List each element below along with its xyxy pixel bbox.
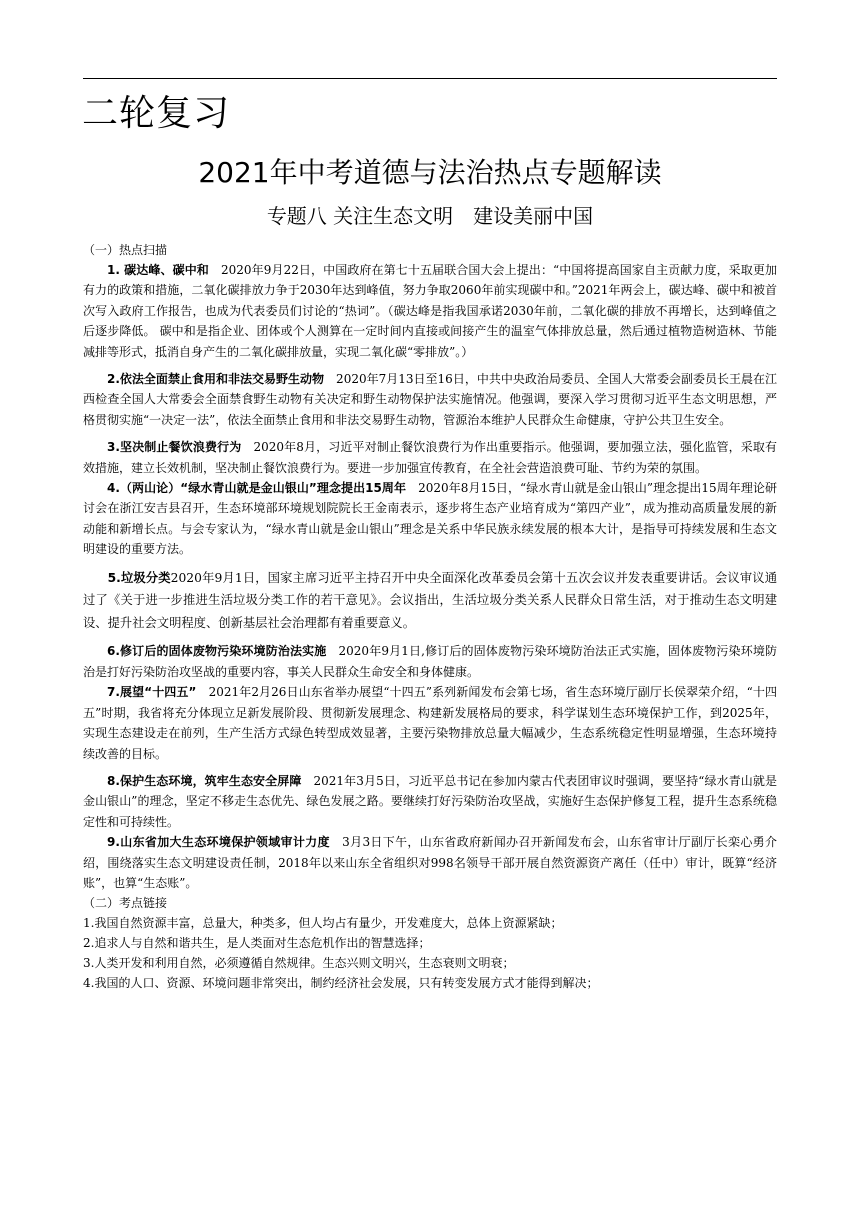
- hotspot-item: [83, 771, 777, 832]
- exam-point: 2.追求人与自然和谐共生，是人类面对生态危机作出的智慧选择；: [83, 936, 431, 951]
- document-body: [83, 240, 777, 993]
- hotspot-item-title: 7.展望“十四五”: [107, 685, 197, 700]
- hotspot-item-body: 3月3日下午，山东省政府新闻办召开新闻发布会，山东省审计厅副厅长栾心勇介绍，围绕落实生态文明建设责任制，2018年以来山东全省组织对998名领导干部开展自然资源资产离任（任中）审计，既算“经济账”，也算“生态账”。: [83, 835, 777, 890]
- header-rule: [83, 78, 777, 79]
- hotspot-item: [83, 682, 777, 764]
- exam-point: 1.我国自然资源丰富，总量大，种类多，但人均占有量少，开发难度大，总体上资源紧缺；: [83, 916, 563, 931]
- hotspot-item-body: 2020年9月1日,修订后的固体废物污染环境防治法正式实施，固体废物污染环境防治是打好污染防治攻坚战的重要内容，事关人民群众生命安全和身体健康。: [83, 644, 777, 679]
- hotspot-item-title: 4.（两山论）“绿水青山就是金山银山”理念提出15周年: [107, 481, 407, 496]
- exam-point: 3.人类开发和利用自然，必须遵循自然规律。生态兴则文明兴，生态衰则文明衰；: [83, 956, 515, 971]
- section-heading-exam-points: （二）考点链接: [83, 896, 168, 911]
- hotspot-item: [83, 641, 777, 682]
- exam-point: 4.我国的人口、资源、环境问题非常突出，制约经济社会发展，只有转变发展方式才能得到解决；: [83, 976, 599, 991]
- hotspot-item-title: 8.保护生态环境，筑牢生态安全屏障: [107, 773, 302, 788]
- topic-subtitle: 专题八 关注生态文明 建设美丽中国: [266, 204, 594, 228]
- document-title: 2021年中考道德与法治热点专题解读: [198, 156, 662, 189]
- hotspot-item-title: 3.坚决制止餐饮浪费行为: [107, 440, 242, 455]
- hotspot-item: [83, 567, 777, 635]
- hotspot-item: [83, 369, 777, 430]
- hotspot-item: [83, 478, 777, 560]
- hotspot-item-body: 2020年7月13日至16日，中共中央政治局委员、全国人大常委会副委员长王晨在江西检查全国人大常委会全面禁食野生动物有关决定和野生动物保护法实施情况。他强调，要深入学习贯彻习近平生态文明思想，严格贯彻实施“一决定一法”，依法全面禁止食用和非法交易野生动物，管源治本维护人民群众生命健康，守护公共卫生安全。: [83, 372, 778, 427]
- hotspot-item: [83, 260, 777, 362]
- hotspot-item-body: 2020年9月1日，国家主席习近平主持召开中央全面深化改革委员会第十五次会议并发表重要讲话。会议审议通过了《关于进一步推进生活垃圾分类工作的若干意见》。会议指出，生活垃圾分类关系人民群众日常生活，对于推动生态文明建设、提升社会文明程度、创新基层社会治理都有着重要意义。: [83, 570, 777, 630]
- hotspot-item-body: 2020年9月22日，中国政府在第七十五届联合国大会上提出：“中国将提高国家自主贡献力度，采取更加有力的政策和措施，二氧化碳排放力争于2030年达到峰值，努力争取2060年前实现碳中和。”2021年两会上，碳达峰、碳中和被首次写入政府工作报告，也成为代表委员们讨论的“热词”。（碳达峰是指我国承诺2030年前，二氧化碳的排放不再增长，达到峰值之后逐步降低。 碳中和是指企业、团体或个人测算在一定时间内直接或间接产生的温室气体排放总量，然后通过植物造树造林、节能减排等形式，抵消自身产生的二氧化碳排放量，实现二氧化碳“零排放”。）: [83, 263, 777, 359]
- hotspot-item-body: 2020年8月，习近平对制止餐饮浪费行为作出重要指示。他强调，要加强立法，强化监管，采取有效措施，建立长效机制，坚决制止餐饮浪费行为。要进一步加强宣传教育，在全社会营造浪费可耻、节约为荣的氛围。: [83, 440, 777, 475]
- hotspot-item-title: 1. 碳达峰、碳中和: [107, 263, 209, 277]
- section-heading-hotspots: （一）热点扫描: [83, 243, 168, 257]
- hotspot-item-body: 2021年3月5日，习近平总书记在参加内蒙古代表团审议时强调，要坚持“绿水青山就是金山银山”的理念，坚定不移走生态优先、绿色发展之路。要继续打好污染防治攻坚战，实施好生态保护修复工程，提升生态系统稳定性和可持续性。: [83, 773, 777, 829]
- hotspot-item-title: 2.依法全面禁止食用和非法交易野生动物: [107, 372, 325, 387]
- hotspot-item-title: 6.修订后的固体废物污染环境防治法实施: [107, 644, 327, 659]
- hotspot-item-body: 2021年2月26日山东省举办展望“十四五”系列新闻发布会第七场，省生态环境厅副厅长侯翠荣介绍，“十四五”时期，我省将充分体现立足新发展阶段、贯彻新发展理念、构建新发展格局的要求，科学谋划生态环境保护工作，到2025年，实现生态建设走在前列，生产生活方式绿色转型成效显著，主要污染物排放总量大幅减少，生态系统稳定性明显增强，生态环境持续改善的目标。: [83, 685, 778, 761]
- hotspot-item-title: 9.山东省加大生态环境保护领域审计力度: [107, 835, 330, 850]
- stage-title: 二轮复习: [82, 93, 231, 134]
- hotspot-item-title: 5.垃圾分类: [107, 570, 171, 585]
- hotspot-item-body: 2020年8月15日，“绿水青山就是金山银山”理念提出15周年理论研讨会在浙江安吉县召开，生态环境部环境规划院院长王金南表示，逐步将生态产业培育成为“第四产业”，成为推动高质量发展的新动能和新增长点。与会专家认为，“绿水青山就是金山银山”理念是关系中华民族永续发展的根本大计，是指导可持续发展和生态文明建设的重要方法。: [83, 481, 777, 557]
- hotspot-item: [83, 832, 777, 893]
- hotspot-item: [83, 437, 777, 478]
